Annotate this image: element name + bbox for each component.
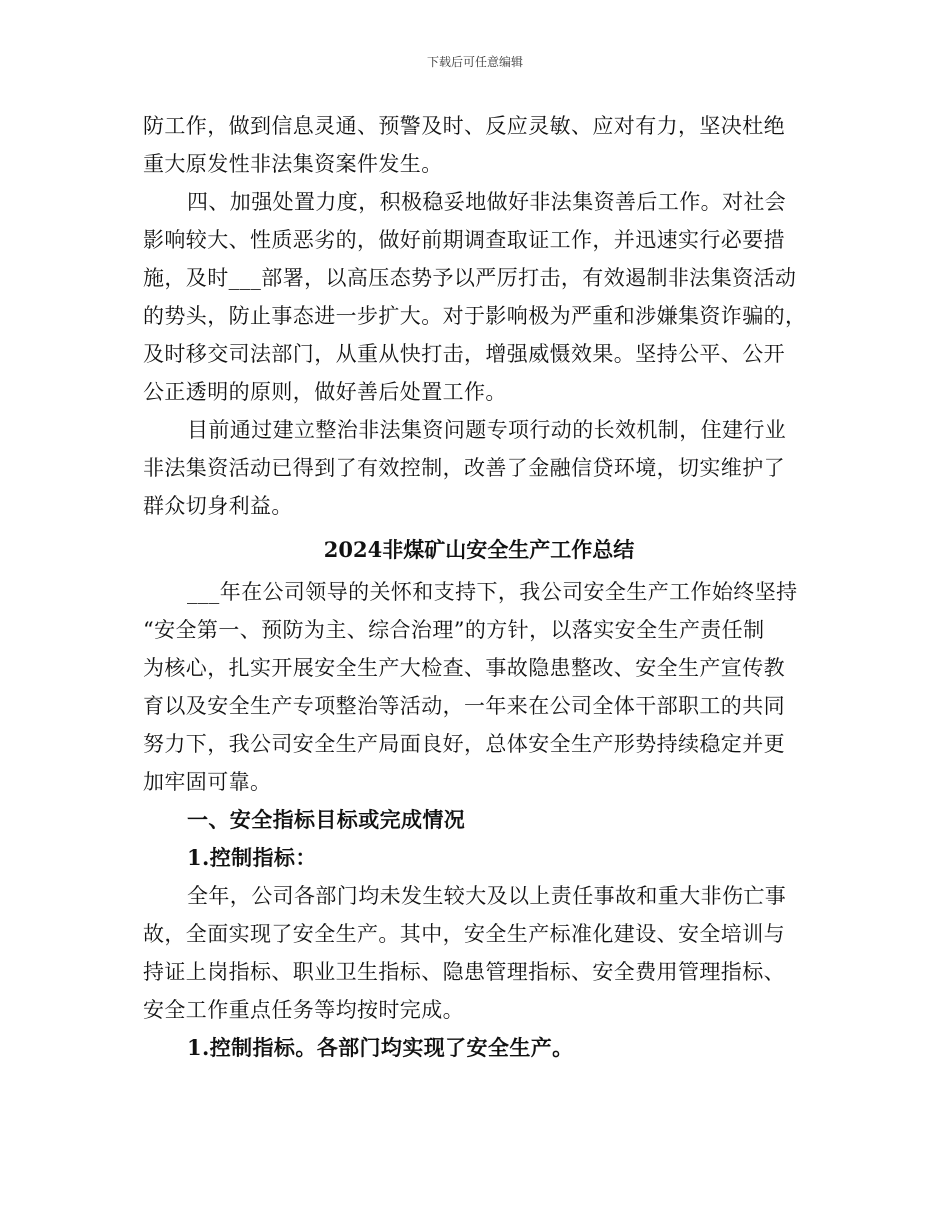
body-line: ___年在公司领导的关怀和支持下，我公司安全生产工作始终坚持 — [187, 580, 798, 604]
body-line: 的势头，防止事态进一步扩大。对于影响极为严重和涉嫌集资诈骗的， — [143, 304, 807, 328]
body-line: 群众切身利益。 — [143, 494, 293, 518]
body-line: 全年，公司各部门均未发生较大及以上责任事故和重大非伤亡事 — [187, 884, 787, 908]
section-heading: 一、安全指标目标或完成情况 — [187, 807, 466, 832]
body-line: 加牢固可靠。 — [143, 770, 272, 794]
body-line: 防工作，做到信息灵通、预警及时、反应灵敏、应对有力，坚决杜绝 — [143, 114, 785, 138]
subsection-heading: 1.控制指标： — [187, 845, 317, 870]
body-line: 目前通过建立整治非法集资问题专项行动的长效机制，住建行业 — [187, 418, 787, 442]
body-line: 施，及时___部署，以高压态势予以严厉打击，有效遏制非法集资活动 — [143, 266, 797, 290]
body-line: “安全第一、预防为主、综合治理”的方针，以落实安全生产责任制 — [143, 618, 765, 642]
body-line: 育以及安全生产专项整治等活动，一年来在公司全体干部职工的共同 — [143, 694, 785, 718]
page-header-note: 下载后可任意编辑 — [426, 55, 523, 69]
body-line: 影响较大、性质恶劣的，做好前期调查取证工作，并迅速实行必要措 — [143, 228, 785, 252]
document-body — [143, 107, 815, 1067]
body-line: 及时移交司法部门，从重从快打击，增强威慑效果。坚持公平、公开 — [143, 342, 785, 366]
body-line: 非法集资活动已得到了有效控制，改善了金融信贷环境，切实维护了 — [143, 456, 785, 480]
body-line: 公正透明的原则，做好善后处置工作。 — [143, 380, 507, 404]
body-line: 故，全面实现了安全生产。其中，安全生产标准化建设、安全培训与 — [143, 922, 785, 946]
section-title: 2024非煤矿山安全生产工作总结 — [323, 537, 635, 562]
subsection-heading: 1.控制指标。各部门均实现了安全生产。 — [187, 1035, 574, 1060]
body-line: 为核心，扎实开展安全生产大检查、事故隐患整改、安全生产宣传教 — [143, 656, 785, 680]
body-line: 努力下，我公司安全生产局面良好，总体安全生产形势持续稳定并更 — [143, 732, 785, 756]
body-line: 安全工作重点任务等均按时完成。 — [143, 998, 464, 1022]
body-line: 四、加强处置力度，积极稳妥地做好非法集资善后工作。对社会 — [187, 190, 787, 214]
body-line: 重大原发性非法集资案件发生。 — [143, 152, 443, 176]
body-line: 持证上岗指标、职业卫生指标、隐患管理指标、安全费用管理指标、 — [143, 960, 785, 984]
